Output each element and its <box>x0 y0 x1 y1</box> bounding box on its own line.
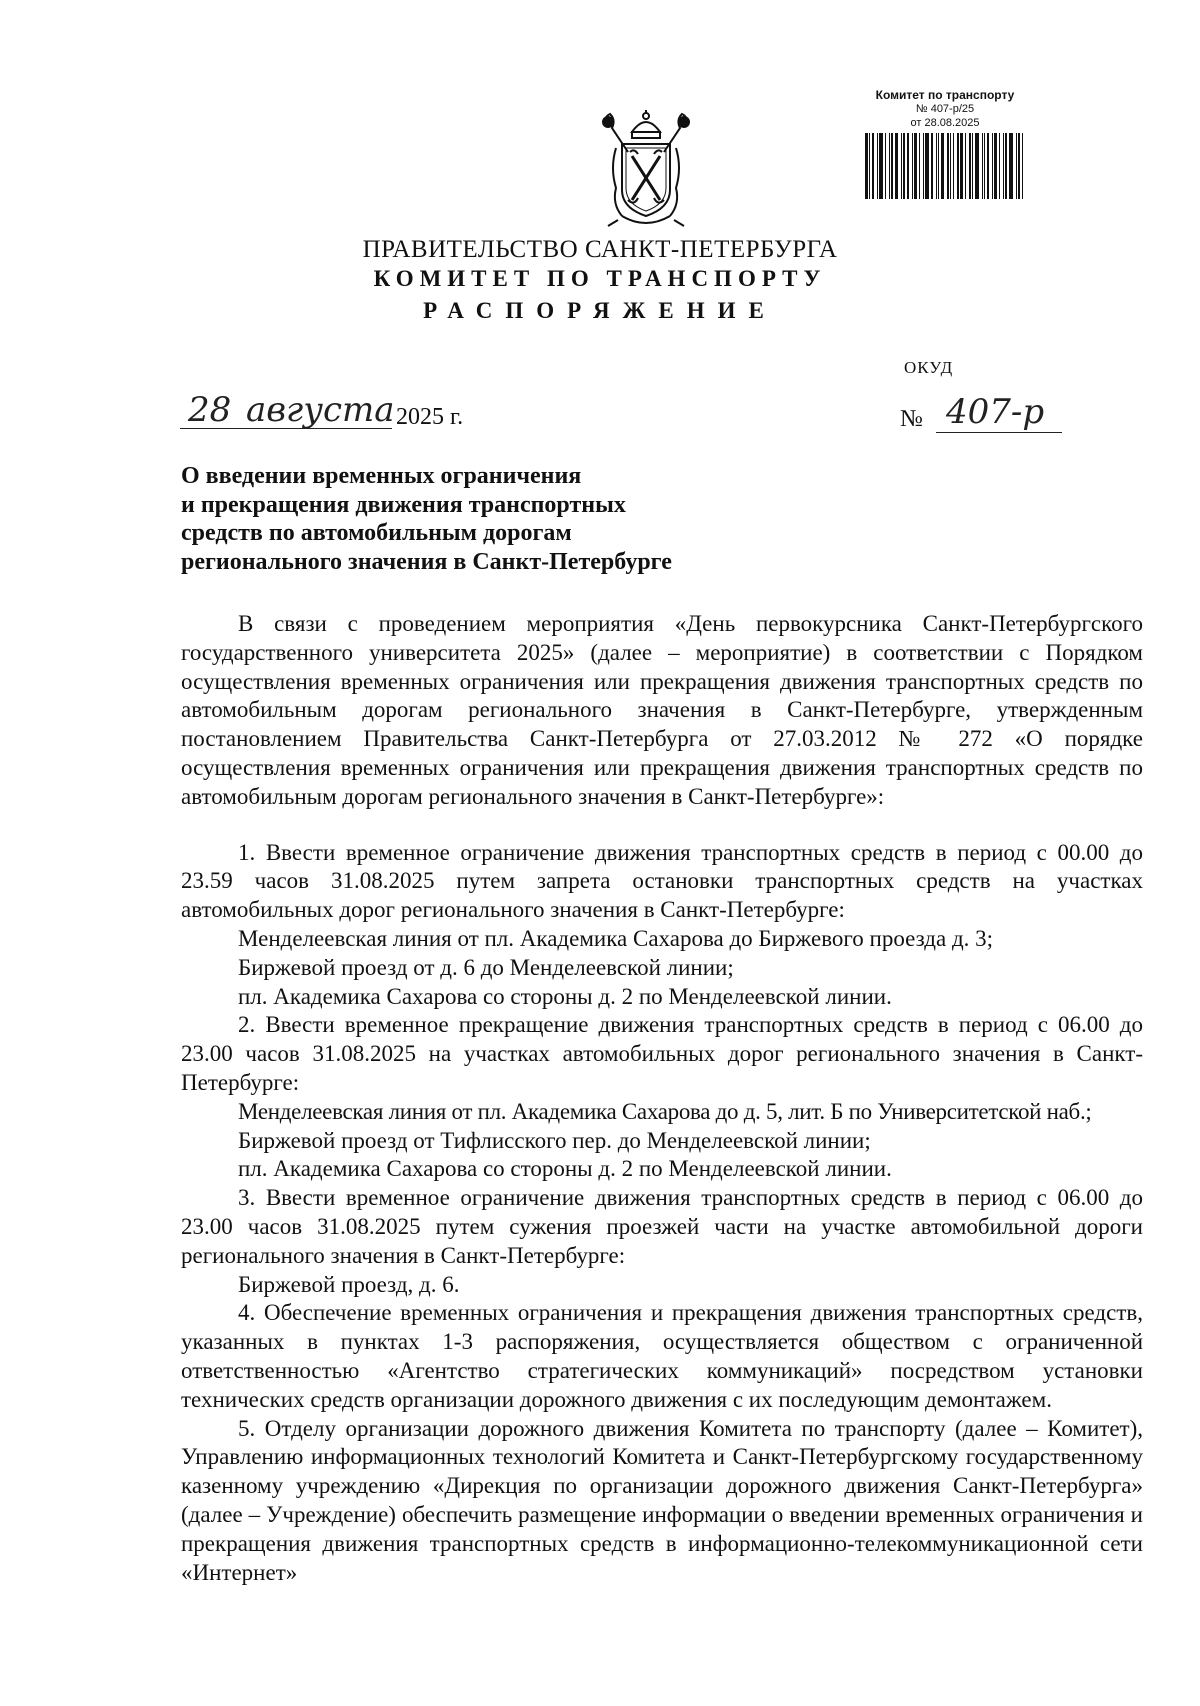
barcode-bar <box>987 133 989 199</box>
barcode-bar <box>931 133 933 199</box>
stamp-org: Комитет по транспорту <box>875 88 1015 102</box>
document-subject <box>181 462 672 576</box>
barcode-bar <box>877 133 878 199</box>
subject-line: средств по автомобильным дорогам <box>181 520 572 546</box>
barcode-bar <box>907 133 909 199</box>
barcode-bar <box>960 133 963 199</box>
barcode-bar <box>965 133 966 199</box>
barcode-bar <box>994 133 997 199</box>
subject-line: О введении временных ограничения <box>181 463 582 489</box>
barcode-bar <box>941 133 944 199</box>
item-3-list-entry: Биржевой проезд, д. 6. <box>238 1271 460 1297</box>
barcode <box>840 133 1050 199</box>
barcode-bar <box>901 133 902 199</box>
barcode-bar <box>969 133 971 199</box>
registration-stamp <box>840 88 1050 199</box>
item-1-list-entry: Биржевой проезд от д. 6 до Менделеевской линии; <box>238 954 734 980</box>
barcode-bar <box>1016 133 1017 199</box>
document-type-title: РАСПОРЯЖЕНИЕ <box>423 298 777 323</box>
subject-line: регионального значения в Санкт-Петербурге <box>181 548 672 575</box>
stamp-number: № 407-р/25 <box>915 103 975 115</box>
number-sign: № <box>900 406 923 432</box>
item-1: 1. Ввести временное ограничение движения транспортных средств в период с 00.00 до 23.59 часов 31.08.2025 путем запрета остановки транспортных средств на участках автомобильных дорог регионального значения в Санкт-Петербурге: <box>181 839 1143 923</box>
item-2-list-entry: Биржевой проезд от Тифлисского пер. до Менделеевской линии; <box>238 1127 871 1153</box>
barcode-bar <box>925 133 929 199</box>
item-2: 2. Ввести временное прекращение движения транспортных средств в период с 06.00 до 23.00 часов 31.08.2025 на участках автомобильных дорог регионального значения в Санкт-Петербурге: <box>181 1012 1143 1095</box>
barcode-bar <box>938 133 939 199</box>
barcode-bar <box>914 133 917 199</box>
barcode-bar <box>869 133 870 199</box>
barcode-bar <box>1003 133 1004 199</box>
barcode-bar <box>903 133 905 199</box>
barcode-bar <box>872 133 874 199</box>
committee-title: КОМИТЕТ ПО ТРАНСПОРТУ <box>373 266 827 291</box>
number-underline <box>936 432 1062 433</box>
barcode-bar <box>891 133 893 199</box>
coat-of-arms-icon <box>598 108 694 232</box>
barcode-bar <box>975 133 979 199</box>
barcode-bar <box>879 133 883 199</box>
item-1-list-entry: Менделеевская линия от пл. Академика Сахарова до Биржевого проезда д. 3; <box>238 925 994 951</box>
barcode-bar <box>953 133 954 199</box>
document-body <box>181 610 1143 1587</box>
government-title: ПРАВИТЕЛЬСТВО САНКТ-ПЕТЕРБУРГА <box>362 236 838 263</box>
item-4: 4. Обеспечение временных ограничения и прекращения движения транспортных средств, указанных в пунктах 1-3 распоряжения, осуществляется обществом с ограниченной ответственностью «Агентство стратегических коммуникаций» посредством установки технических средств организации дорожного движения с их последующим демонтажем. <box>181 1300 1143 1412</box>
item-3: 3. Ввести временное ограничение движения транспортных средств в период с 06.00 до 23.00 часов 31.08.2025 путем сужения проезжей части на участке автомобильной дороги регионального значения в Санкт-Петербурге: <box>181 1185 1143 1268</box>
barcode-bar <box>895 133 898 199</box>
barcode-bar <box>999 133 1000 199</box>
date-day: 28 <box>188 390 232 430</box>
barcode-bar <box>1009 133 1013 199</box>
barcode-bar <box>912 133 913 199</box>
subject-line: и прекращения движения транспортных <box>181 491 626 518</box>
okud-label: ОКУД <box>904 358 954 377</box>
barcode-bar <box>919 133 920 199</box>
barcode-bar <box>1018 133 1020 199</box>
barcode-bar <box>1022 133 1023 199</box>
barcode-bar <box>923 133 924 199</box>
document-number <box>900 392 1070 442</box>
item-1-list-entry: пл. Академика Сахарова со стороны д. 2 по Менделеевской линии. <box>238 983 892 1009</box>
preamble-paragraph: В связи с проведением мероприятия «День первокурсника Санкт-Петербургского государственного университета 2025» (далее – мероприятие) в соответствии с Порядком осуществления временных ограничения или прекращения движения транспортных средств по автомобильным дорогам регионального значения в Санкт-Петербурге, утвержденным постановлением Правительства Санкт-Петербурга от 27.03.2012 № 272 «О порядке осуществления временных ограничения или прекращения движения транспортных средств по автомобильным дорогам регионального значения в Санкт-Петербурге»: <box>181 611 1143 809</box>
barcode-bar <box>885 133 886 199</box>
barcode-bar <box>947 133 949 199</box>
barcode-bar <box>950 133 951 199</box>
stamp-date: от 28.08.2025 <box>910 117 980 129</box>
barcode-bar <box>865 133 868 199</box>
date-month: августа <box>246 390 395 430</box>
barcode-bar <box>1005 133 1007 199</box>
date-year: 2025 г. <box>396 404 464 430</box>
barcode-bar <box>936 133 937 199</box>
item-2-list-entry: пл. Академика Сахарова со стороны д. 2 по Менделеевской линии. <box>238 1156 892 1182</box>
barcode-bar <box>984 133 985 199</box>
date-underline <box>180 428 392 429</box>
barcode-bar <box>972 133 973 199</box>
barcode-bar <box>992 133 993 199</box>
barcode-bar <box>957 133 959 199</box>
item-5: 5. Отделу организации дорожного движения Комитета по транспорту (далее – Комитет), Управлению информационных технологий Комитета и Санкт-Петербургскому государственному казенному учреждению «Дирекция по организации дорожного движения Санкт-Петербурга» (далее – Учреждение) обеспечить размещение информации о введении временных ограничения и прекращения движения транспортных средств в информационно-телекоммуникационной сети «Интернет» <box>181 1415 1143 1585</box>
item-2-list-entry: Менделеевская линия от пл. Академика Сахарова до д. 5, лит. Б по Университетской наб.; <box>238 1098 1092 1124</box>
barcode-bar <box>982 133 983 199</box>
barcode-bar <box>889 133 890 199</box>
document-date <box>180 388 500 438</box>
number-value: 407-р <box>946 392 1045 432</box>
